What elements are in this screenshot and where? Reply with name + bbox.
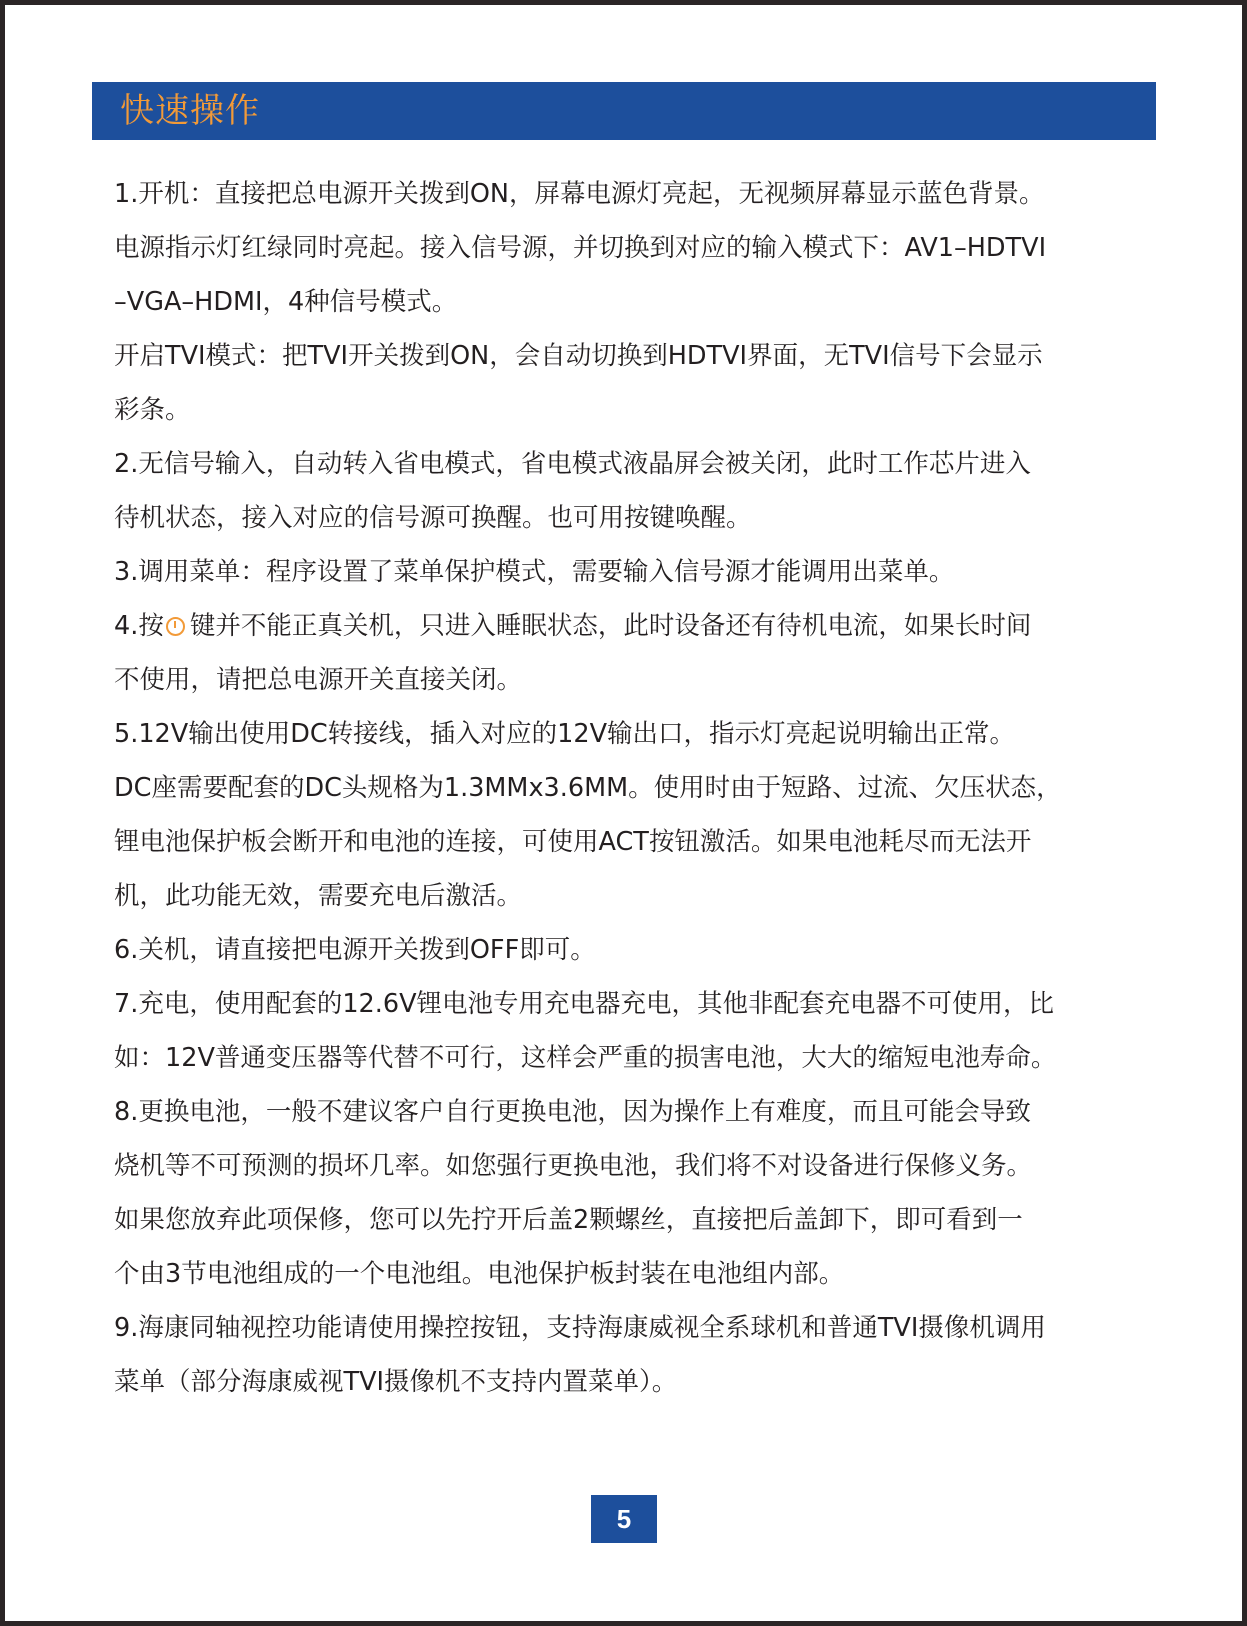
text-line-15: 6.关机，请直接把电源开关拨到OFF即可。 <box>114 935 596 965</box>
text-line-14: 机，此功能无效，需要充电后激活。 <box>114 881 523 911</box>
text-line-3: –VGA–HDMI，4种信号模式。 <box>114 287 458 317</box>
text-line-18: 8.更换电池，一般不建议客户自行更换电池，因为操作上有难度，而且可能会导致 <box>114 1097 1031 1127</box>
text-line-13: 锂电池保护板会断开和电池的连接，可使用ACT按钮激活。如果电池耗尽而无法开 <box>114 827 1032 857</box>
text-line-12: DC座需要配套的DC头规格为1.3MMx3.6MM。使用时由于短路、过流、欠压状态， <box>114 773 1062 803</box>
text-line-9 <box>114 599 1164 653</box>
instructions-body <box>114 167 1164 1409</box>
power-icon <box>166 617 185 636</box>
section-title: 快速操作 <box>120 91 260 131</box>
text-line-8: 3.调用菜单：程序设置了菜单保护模式，需要输入信号源才能调用出菜单。 <box>114 557 955 587</box>
text-line-23: 菜单（部分海康威视TVI摄像机不支持内置菜单）。 <box>114 1367 678 1397</box>
text-line-22: 9.海康同轴视控功能请使用操控按钮，支持海康威视全系球机和普通TVI摄像机调用 <box>114 1313 1046 1343</box>
text-line-11: 5.12V输出使用DC转接线，插入对应的12V输出口，指示灯亮起说明输出正常。 <box>114 719 1016 749</box>
text-line-1: 1.开机：直接把总电源开关拨到ON，屏幕电源灯亮起，无视频屏幕显示蓝色背景。 <box>114 179 1045 209</box>
text-line-9-suffix: 键并不能正真关机，只进入睡眠状态，此时设备还有待机电流，如果长时间 <box>189 611 1032 641</box>
text-line-17: 如：12V普通变压器等代替不可行，这样会严重的损害电池，大大的缩短电池寿命。 <box>114 1043 1057 1073</box>
text-line-10: 不使用，请把总电源开关直接关闭。 <box>114 665 523 695</box>
page-number-box <box>591 1495 657 1543</box>
text-line-5: 彩条。 <box>114 395 191 425</box>
text-line-16: 7.充电，使用配套的12.6V锂电池专用充电器充电，其他非配套充电器不可使用，比 <box>114 989 1055 1019</box>
text-line-21: 个由3节电池组成的一个电池组。电池保护板封装在电池组内部。 <box>114 1259 845 1289</box>
text-line-7: 待机状态，接入对应的信号源可换醒。也可用按键唤醒。 <box>114 503 752 533</box>
text-line-19: 烧机等不可预测的损坏几率。如您强行更换电池，我们将不对设备进行保修义务。 <box>114 1151 1033 1181</box>
page-number: 5 <box>616 1503 632 1534</box>
text-line-2: 电源指示灯红绿同时亮起。接入信号源，并切换到对应的输入模式下：AV1–HDTVI <box>114 233 1047 263</box>
text-line-9-prefix: 4.按 <box>114 611 164 641</box>
text-line-20: 如果您放弃此项保修，您可以先拧开后盖2颗螺丝，直接把后盖卸下，即可看到一 <box>114 1205 1023 1235</box>
section-header <box>92 82 1156 140</box>
text-line-6: 2.无信号输入，自动转入省电模式，省电模式液晶屏会被关闭，此时工作芯片进入 <box>114 449 1031 479</box>
text-line-4: 开启TVI模式：把TVI开关拨到ON，会自动切换到HDTVI界面，无TVI信号下会显示 <box>114 341 1043 371</box>
